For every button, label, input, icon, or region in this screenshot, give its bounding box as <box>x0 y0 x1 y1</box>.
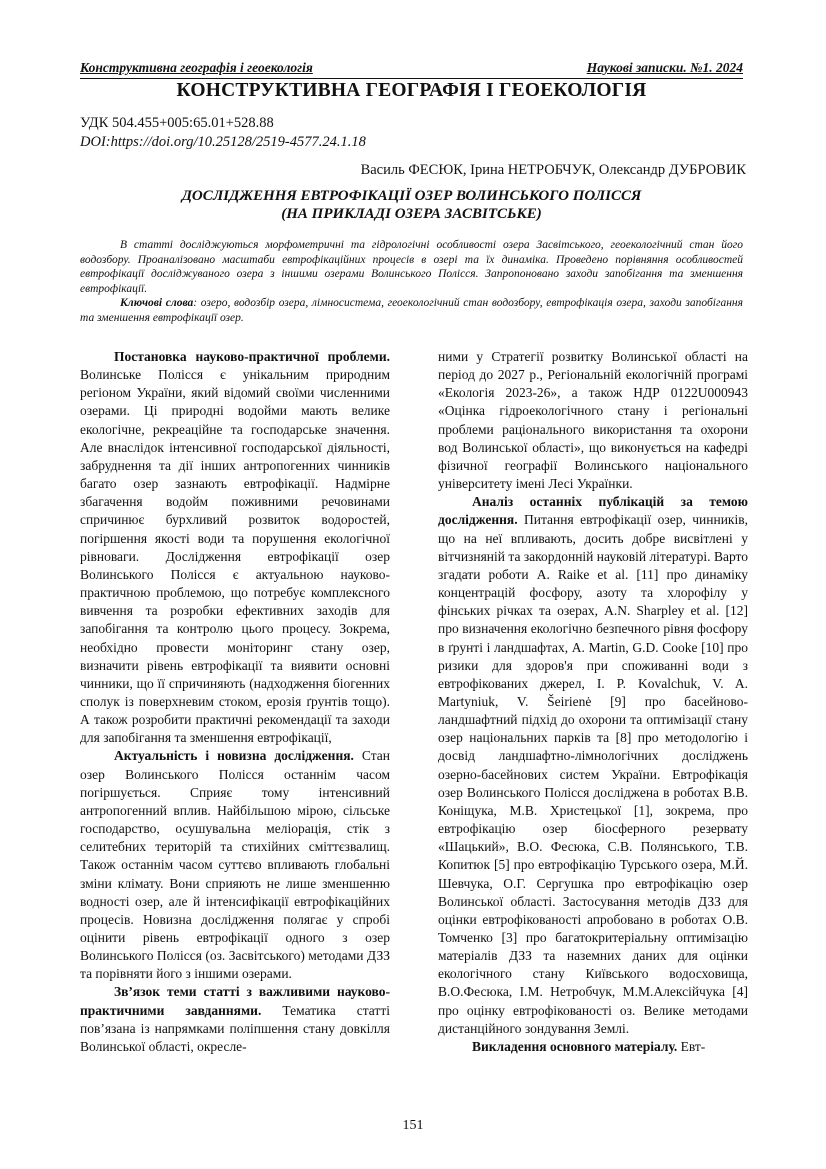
running-header <box>80 60 743 79</box>
section-title: КОНСТРУКТИВНА ГЕОГРАФІЯ І ГЕОЕКОЛОГІЯ <box>176 80 647 101</box>
authors: Василь ФЕСЮК, Ірина НЕТРОБЧУК, Олександр ДУБРОВИК <box>360 162 746 178</box>
journal-section-name: Конструктивна географія і геоекологія <box>80 60 313 75</box>
text-relevance: Стан озер Волинського Полісся останнім часом погіршується. Сприяє тому інтенсивний антропогенний вплив. Найбільшою мірою, сільське господарство, осушувальна меліорація, стік з селитебних територій та стихійних сміттєзвалищ. Також останнім часом суттєво впливають глобальні зміни клімату. Вони сприяють не лише зменшенню водності озер, але й інтенсифікації евтрофікаційних процесів. Новизна дослідження полягає у спробі оцінити рівень евтрофікації одного з озер Волинського Полісся (оз. Засвітського) методами ДЗЗ та порівняти його з іншими озерами. <box>80 748 390 982</box>
heading-problem-statement: Постановка науково-практичної проблеми. <box>114 349 390 364</box>
abstract <box>80 238 743 326</box>
text-problem-statement: Волинське Полісся є унікальним природним регіоном України, який відомий своїми численними озерами. Ці природні водойми мають велике екологічне, рекреаційне та господарське значення. Але внаслідок інтенсивної господарської діяльності, забруднення та дії інших антропогенних чинників багато озер зазнають евтрофікації. Надмірне збагачення водойм поживними речовинами спричинює бурхливий розвиток водоростей, погіршення якості води та порушення екологічної рівноваги. Дослідження евтрофікації озер Волинського Полісся є актуальною науково-практичною проблемою, що потребує комплексного вивчення та розробки ефективних заходів для запобігання та контролю цього процесу. Зокрема, необхідно провести моніторинг стану озер, визначити рівень евтрофікації та виявити основні чинники, що її спричиняють (надходження біогенних сполук із поверхневим стоком, ерозія ґрунтів тощо). А також розробити практичні рекомендації та заходи для запобігання та зменшення евтрофікації, <box>80 367 390 746</box>
paragraph-connection <box>80 983 390 1056</box>
text-literature-review: Питання евтрофікації озер, чинників, що на неї впливають, досить добре висвітлені у вітчизняній та закордонній науковій літературі. Варто згадати роботи A. Raike et al. [11] про динаміку концентрацій фосфору, азоту та хлорофілу у фінських річках та озерах, A.N. Sharpley et al. [12] про визначення екологічно безпечного рівня фосфору в ґрунті і ландшафтах, A. Martin, G.D. Cooke [10] про ризики для здоров'я при споживанні води з евтрофікованих джерел, I. P. Kovalchuk, V. A. Martyniuk, V. Šeirienė [9] про басейново-ландшафтний підхід до охорони та оптимізації стану озер національних парків та [8] про методологію і досвід ландшафтно-лімнологічних досліджень озерно-басейнових систем України. Евтрофікація озер Волинського Полісся досліджена в роботах В.В. Коніщука, М.В. Христецької [1], зокрема, про евтрофікацію озер біосферного резервату «Шацький», В.О. Фесюка, С.В. Полянського, Т.В. Копитюк [5] про евтрофікацію Турського озера, М.Й. Шевчука, О.Г. Сергушка про евтрофікацію озер Волинської області. Застосування методів ДЗЗ для оцінки евтрофікованості апробовано в роботах О.В. Томченко [3] про багатокритеріальну оптимізацію матеріалів ДЗЗ та наземних даних для оцінки екологічного стану Київського водосховища, В.О.Фесюка, І.М. Нетробчук, М.М.Алексійчука [4] про оцінку евтрофікованості оз. Велике методами дистанційного зондування Землі. <box>438 512 748 1036</box>
paragraph-main-material <box>438 1038 748 1056</box>
body-column-left <box>80 348 390 1056</box>
udc-code: УДК 504.455+005:65.01+528.88 <box>80 115 274 131</box>
heading-relevance: Актуальність і новизна дослідження. <box>114 748 354 764</box>
paragraph-connection-continued: ними у Стратегії розвитку Волинської області на період до 2027 р., Регіональній екологічній програмі «Екологія 2023-26», а також НДР 0122U000943 «Оцінка гідроекологічного стану і регіональні проблеми раціонального використання та охорони вод Волинської області», що виконується на кафедрі фізичної географії Волинського національного університету імені Лесі Українки. <box>438 349 748 492</box>
article-title <box>80 187 743 223</box>
keywords <box>80 296 743 325</box>
paragraph-problem-statement <box>80 348 390 747</box>
keywords-list: : озеро, водозбір озера, лімносистема, геоекологічний стан водозбору, евтрофікація озера, заходи запобігання та зменшення евтрофікації озер. <box>80 297 743 324</box>
abstract-text: В статті досліджуються морфометричні та гідрологічні особливості озера Засвітського, геоекологічний стан його водозбору. Проаналізовано масштаби евтрофікаційних процесів в озері та їх динаміка. Проведено порівняння особливостей евтрофікації досліджуваного озера з іншими озерами Волинського Полісся. Запропоновано заходи запобігання та зменшення евтрофікації. <box>80 239 743 295</box>
text-connection: Тематика статті пов’язана із напрямками поліпшення стану довкілля Волинської області, окресле- <box>80 1002 390 1054</box>
paragraph-literature-review <box>438 493 748 1038</box>
heading-main-material: Викладення основного матеріалу. <box>472 1038 678 1054</box>
keywords-label: Ключові слова <box>120 297 194 310</box>
body-column-right <box>438 348 748 1056</box>
article-title-line-1: ДОСЛІДЖЕННЯ ЕВТРОФІКАЦІЇ ОЗЕР ВОЛИНСЬКОГО ПОЛІССЯ <box>181 188 642 204</box>
heading-literature-review: Аналіз останніх публікацій за темою дослідження. <box>438 494 748 528</box>
doi-link[interactable]: DOI:https://doi.org/10.25128/2519-4577.24.1.18 <box>80 134 366 150</box>
heading-connection: Зв’язок теми статті з важливими науково-практичними завданнями. <box>80 984 390 1018</box>
journal-issue: Наукові записки. №1. 2024 <box>586 60 743 75</box>
article-title-line-2: (НА ПРИКЛАДІ ОЗЕРА ЗАСВІТСЬКЕ) <box>281 206 542 222</box>
text-main-material: Евт- <box>677 1038 706 1054</box>
page-number: 151 <box>402 1118 424 1133</box>
paragraph-relevance <box>80 747 390 983</box>
